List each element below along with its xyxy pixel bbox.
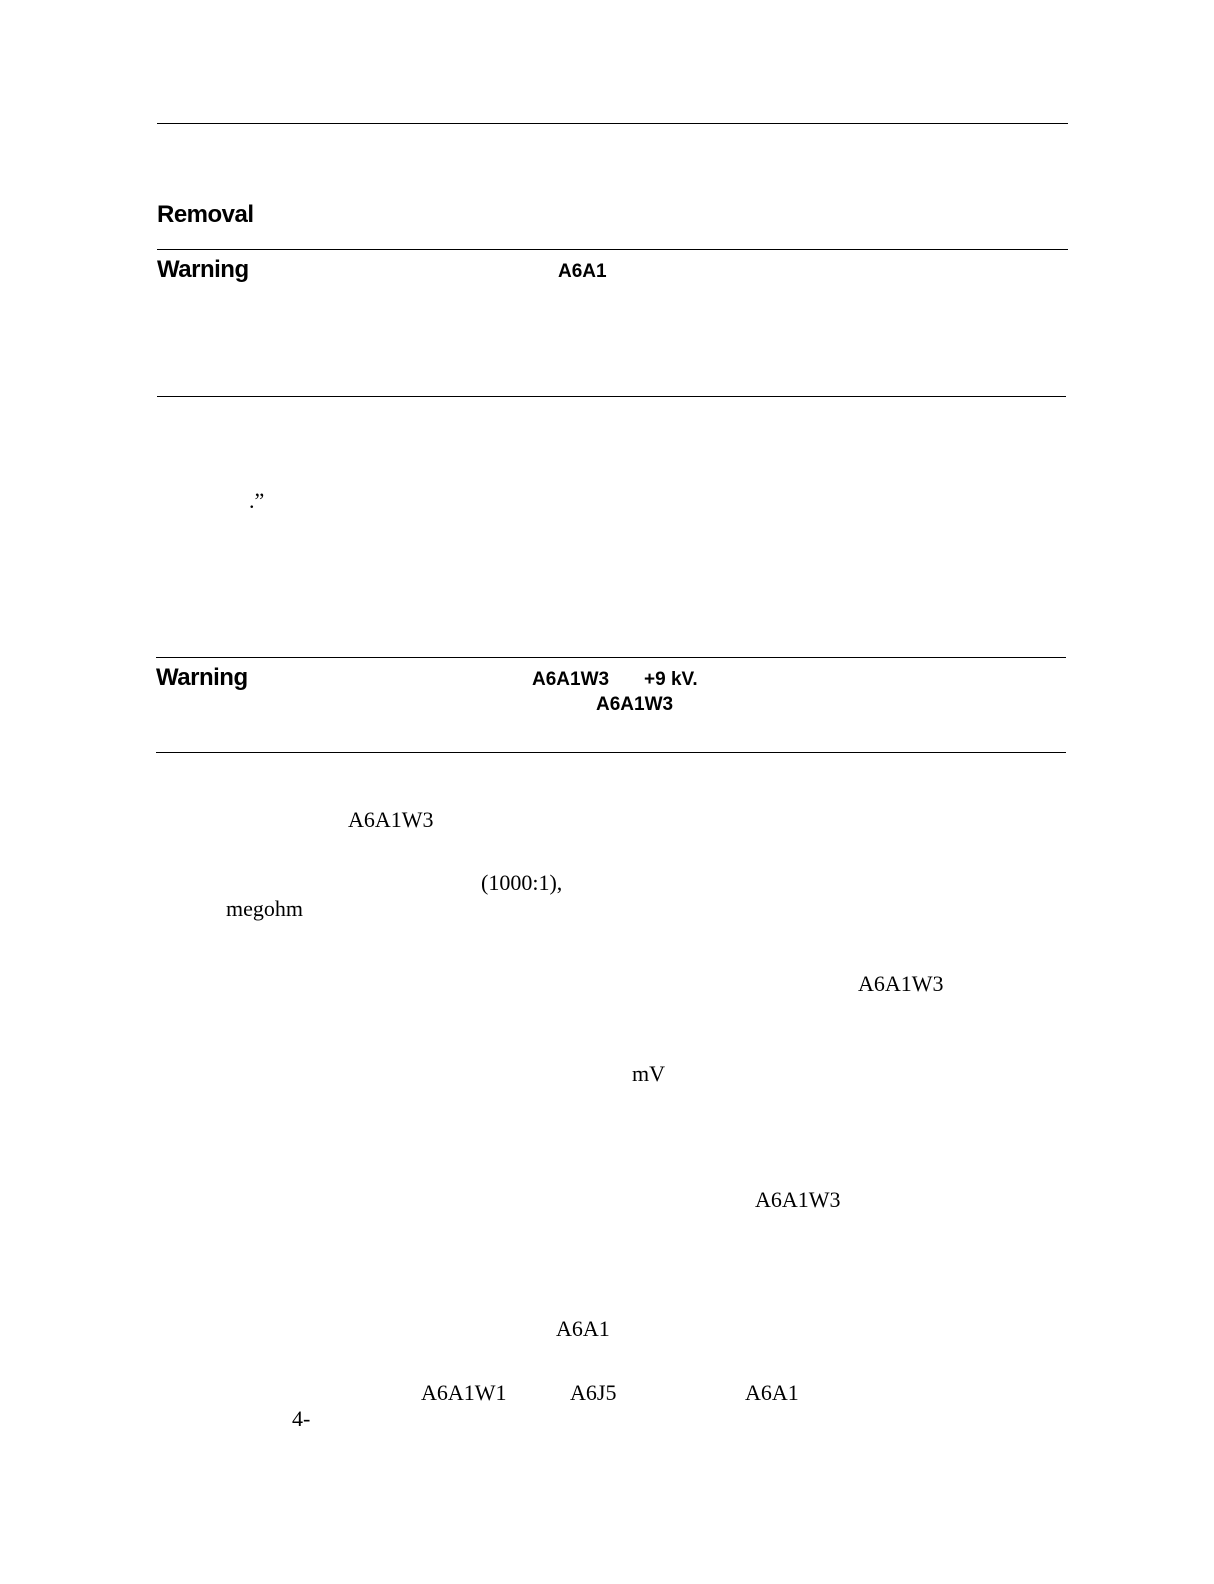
body-token-a6a1-second: A6A1 <box>745 1380 799 1405</box>
body-token-a6a1w3: A6A1W3 <box>348 807 434 832</box>
body-token-a6a1: A6A1 <box>556 1316 610 1341</box>
body-token-a6j5: A6J5 <box>570 1380 617 1405</box>
warning-1-bottom-rule <box>157 396 1066 397</box>
body-token-a6a1w3-third: A6A1W3 <box>755 1187 841 1212</box>
body-token-ratio: (1000:1), <box>481 870 563 895</box>
body-token-megohm: megohm <box>226 896 303 921</box>
top-rule <box>157 123 1068 124</box>
warning-1-label: Warning <box>157 256 249 283</box>
warning-2-top-rule <box>156 657 1066 658</box>
figure-reference: 4- <box>292 1406 311 1431</box>
section-heading: Removal <box>157 201 254 228</box>
warning-2-token-a6a1w3-second: A6A1W3 <box>596 694 674 715</box>
body-token-a6a1w1: A6A1W1 <box>421 1380 507 1405</box>
warning-2-token-voltage: +9 kV. <box>644 669 698 690</box>
warning-2-bottom-rule <box>156 752 1066 753</box>
warning-2-token-a6a1w3: A6A1W3 <box>532 669 610 690</box>
body-token-mv: mV <box>632 1061 665 1086</box>
body-token-a6a1w3-second: A6A1W3 <box>858 971 944 996</box>
closing-quote-fragment: .” <box>249 488 265 513</box>
warning-1-token-a6a1: A6A1 <box>558 261 607 282</box>
warning-2-label: Warning <box>156 664 248 691</box>
warning-1-top-rule <box>157 249 1068 250</box>
